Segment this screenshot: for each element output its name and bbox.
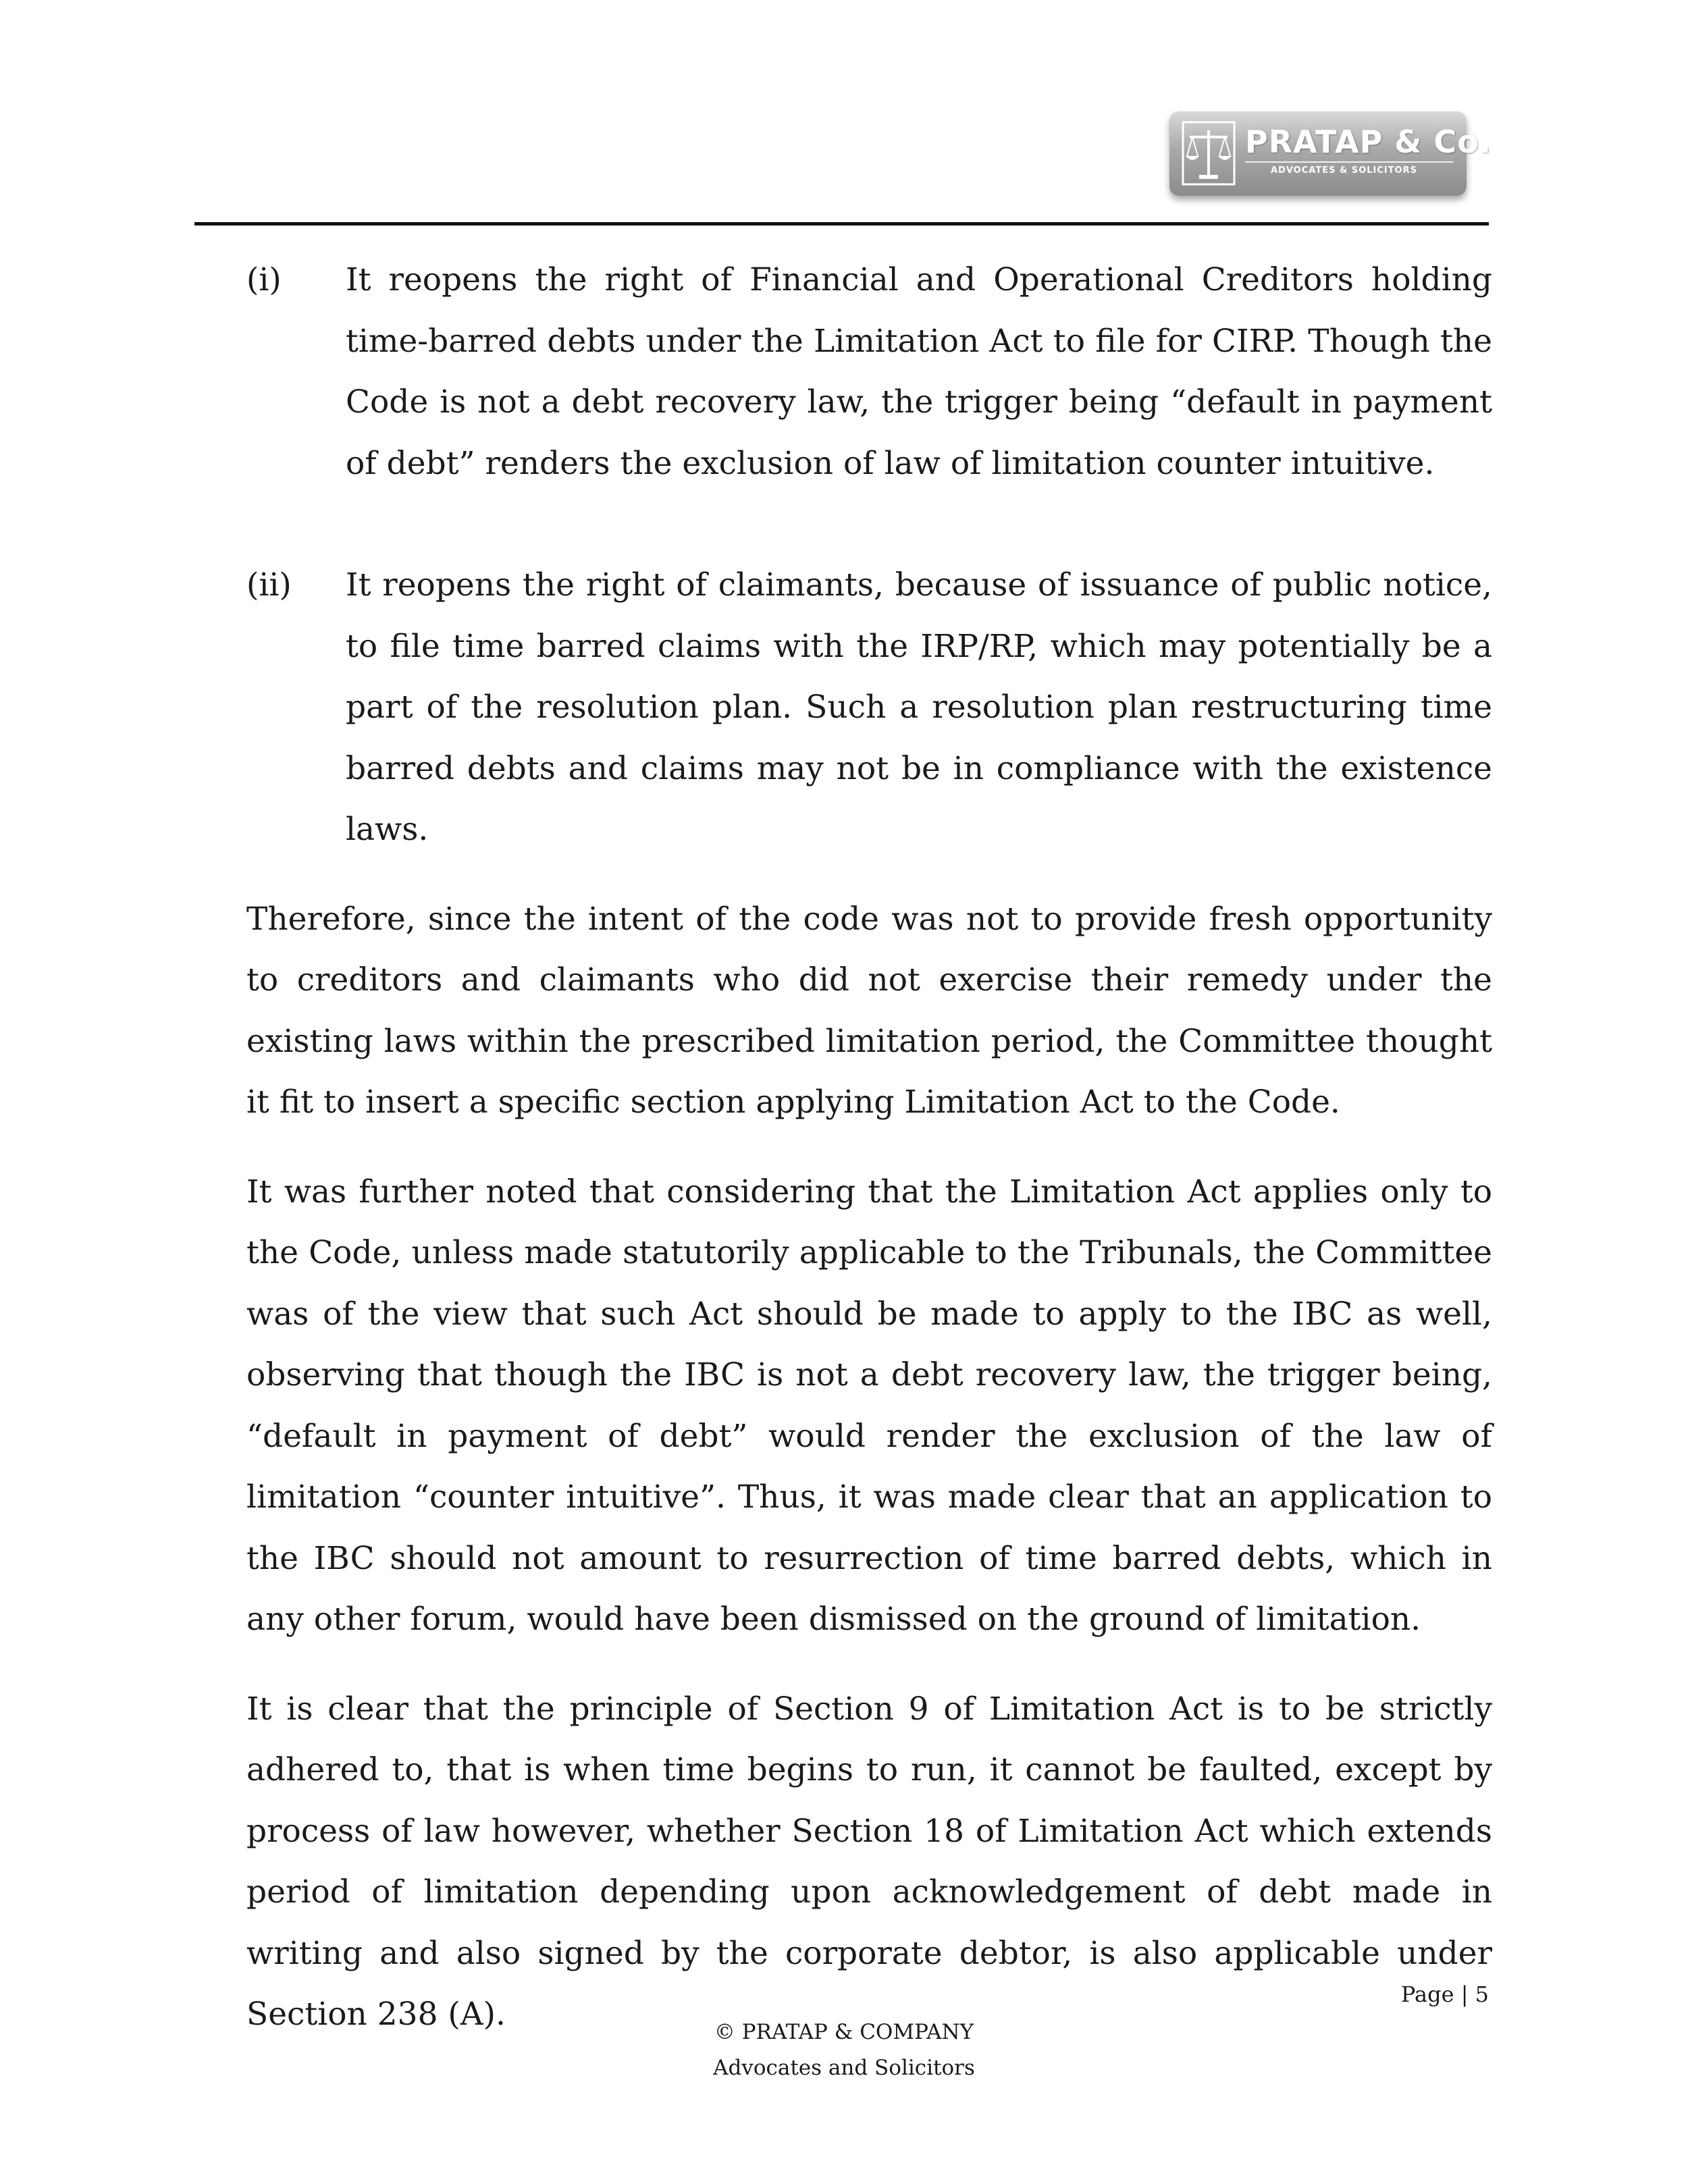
list-item-text: It reopens the right of Financial and Operational Creditors holding time-barred debts under the Limitation Act to file for CIRP. Though the Code is not a debt recovery law, the trigger being “default in payment of debt” renders the exclusion of law of limitation counter intuitive. bbox=[346, 261, 1492, 482]
header-divider bbox=[194, 222, 1489, 225]
list-item-number: (i) bbox=[246, 261, 282, 298]
list-item bbox=[246, 250, 1492, 494]
logo-tagline: ADVOCATES & SOLICITORS bbox=[1271, 165, 1418, 176]
list-item-number: (ii) bbox=[246, 566, 292, 604]
list-item-text: It reopens the right of claimants, because of issuance of public notice, to file time barred claims with the IRP/RP, which may potentially be a part of the resolution plan. Such a resolution plan restructuring time barred debts and claims may not be in compliance with the existence laws. bbox=[346, 566, 1492, 848]
scales-of-justice-icon bbox=[1182, 121, 1236, 186]
firm-logo bbox=[1169, 111, 1492, 196]
logo-firm-name: PRATAP & Co. bbox=[1245, 124, 1492, 160]
footer-copyright: © PRATAP & COMPANY bbox=[714, 2020, 974, 2044]
paragraph-section-9: It is clear that the principle of Section 9 of Limitation Act is to be strictly adhered to, that is when time begins to run, it cannot be faulted, except by process of law however, whether Section 18 of Limitation Act which extends period of limitation depending upon acknowledgement of debt made in writing and also signed by the corporate debtor, is also applicable under Section 238 (A). bbox=[246, 1690, 1492, 2033]
paragraph-committee-view: It was further noted that considering that the Limitation Act applies only to the Code, unless made statutorily applicable to the Tribunals, the Committee was of the view that such Act should be made to apply to the IBC as well, observing that though the IBC is not a debt recovery law, the trigger being, “default in payment of debt” would render the exclusion of the law of limitation “counter intuitive”. Thus, it was made clear that an application to the IBC should not amount to resurrection of time barred debts, which in any other forum, would have been dismissed on the ground of limitation. bbox=[246, 1173, 1492, 1638]
paragraph-intent-of-code: Therefore, since the intent of the code was not to provide fresh opportunity to creditors and claimants who did not exercise their remedy under the existing laws within the prescribed limitation period, the Committee thought it fit to insert a specific section applying Limitation Act to the Code. bbox=[246, 900, 1492, 1121]
document-body bbox=[246, 250, 1492, 2046]
footer-subtitle: Advocates and Solicitors bbox=[713, 2056, 975, 2080]
list-item bbox=[246, 555, 1492, 861]
page-number: Page | 5 bbox=[1400, 1981, 1489, 2007]
logo-divider bbox=[1245, 161, 1453, 163]
